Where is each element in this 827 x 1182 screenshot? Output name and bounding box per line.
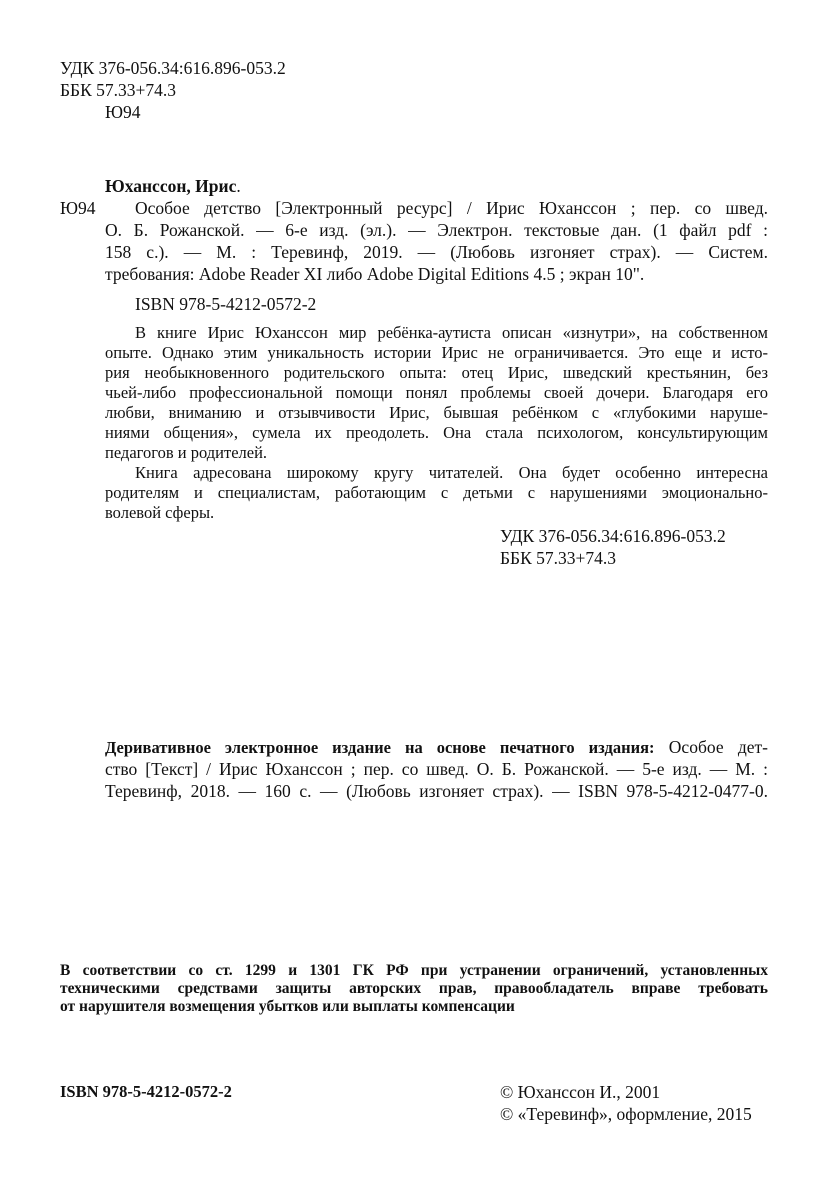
record-author-name: Юханссон, Ирис xyxy=(105,176,237,196)
annotation-p1-line-4: чьей-либо профессиональной помощи понял проблемы своей дочери. Благодаря его xyxy=(105,383,768,402)
annotation-p1-line-6: ниями общения», сумела их преодолеть. Она стала психологом, консультирующим xyxy=(105,423,768,442)
copyright-author: © Юханссон И., 2001 xyxy=(500,1082,661,1102)
annotation-p1-line-2: опыте. Однако этим уникальность истории Ирис не ограничивается. Это еще и исто- xyxy=(105,343,768,362)
notice-line-2: техническими средствами защиты авторских прав, правообладатель вправе требовать xyxy=(60,980,768,997)
annotation-p1-line-7: педагогов и родителей. xyxy=(105,443,268,462)
record-author xyxy=(105,176,241,196)
record-code: Ю94 xyxy=(60,198,96,218)
derivative-line-1 xyxy=(105,737,768,758)
footer-udk: УДК 376-056.34:616.896-053.2 xyxy=(500,526,726,546)
derivative-line-2: ство [Текст] / Ирис Юханссон ; пер. со швед. О. Б. Рожанской. — 5-е изд. — М. : xyxy=(105,759,768,779)
annotation-p2-line-2: родителям и специалистам, работающим с детьми с нарушениями эмоционально- xyxy=(105,483,768,502)
derivative-line-1-rest: Особое дет- xyxy=(668,737,768,757)
annotation-p2-line-3: волевой сферы. xyxy=(105,503,215,522)
copyright-publisher: © «Теревинф», оформление, 2015 xyxy=(500,1104,752,1124)
derivative-bold-lead: Деривативное электронное издание на основе печатного издания: xyxy=(105,738,655,757)
annotation-p1-line-1: В книге Ирис Юханссон мир ребёнка-аутиста описан «изнутри», на собственном xyxy=(135,323,768,342)
header-bbk: ББК 57.33+74.3 xyxy=(60,80,177,100)
header-author-code: Ю94 xyxy=(105,102,141,122)
record-line-1: Особое детство [Электронный ресурс] / Ирис Юханссон ; пер. со швед. xyxy=(135,198,768,218)
footer-bbk: ББК 57.33+74.3 xyxy=(500,548,617,568)
annotation-p2-line-1: Книга адресована широкому кругу читателей. Она будет особенно интересна xyxy=(135,463,768,482)
record-author-dot: . xyxy=(236,176,241,196)
bottom-isbn: ISBN 978-5-4212-0572-2 xyxy=(60,1082,232,1101)
notice-line-3: от нарушителя возмещения убытков или выплаты компенсации xyxy=(60,998,515,1015)
record-line-2: О. Б. Рожанской. — 6-е изд. (эл.). — Электрон. текстовые дан. (1 файл pdf : xyxy=(105,220,768,240)
derivative-line-3: Теревинф, 2018. — 160 с. — (Любовь изгоняет страх). — ISBN 978-5-4212-0477-0. xyxy=(105,781,768,801)
header-udk: УДК 376-056.34:616.896-053.2 xyxy=(60,58,286,78)
record-line-3: 158 с.). — М. : Теревинф, 2019. — (Любовь изгоняет страх). — Систем. xyxy=(105,242,768,262)
annotation-p1-line-5: любви, вниманию и отзывчивости Ирис, бывшая ребёнком с «глубокими наруше- xyxy=(105,403,768,422)
record-line-4: требования: Adobe Reader XI либо Adobe Digital Editions 4.5 ; экран 10". xyxy=(105,264,645,284)
notice-line-1: В соответствии со ст. 1299 и 1301 ГК РФ при устранении ограничений, установленных xyxy=(60,962,768,979)
annotation-p1-line-3: рия необыкновенного родительского опыта: отец Ирис, шведский крестьянин, без xyxy=(105,363,768,382)
record-isbn: ISBN 978-5-4212-0572-2 xyxy=(135,294,317,314)
